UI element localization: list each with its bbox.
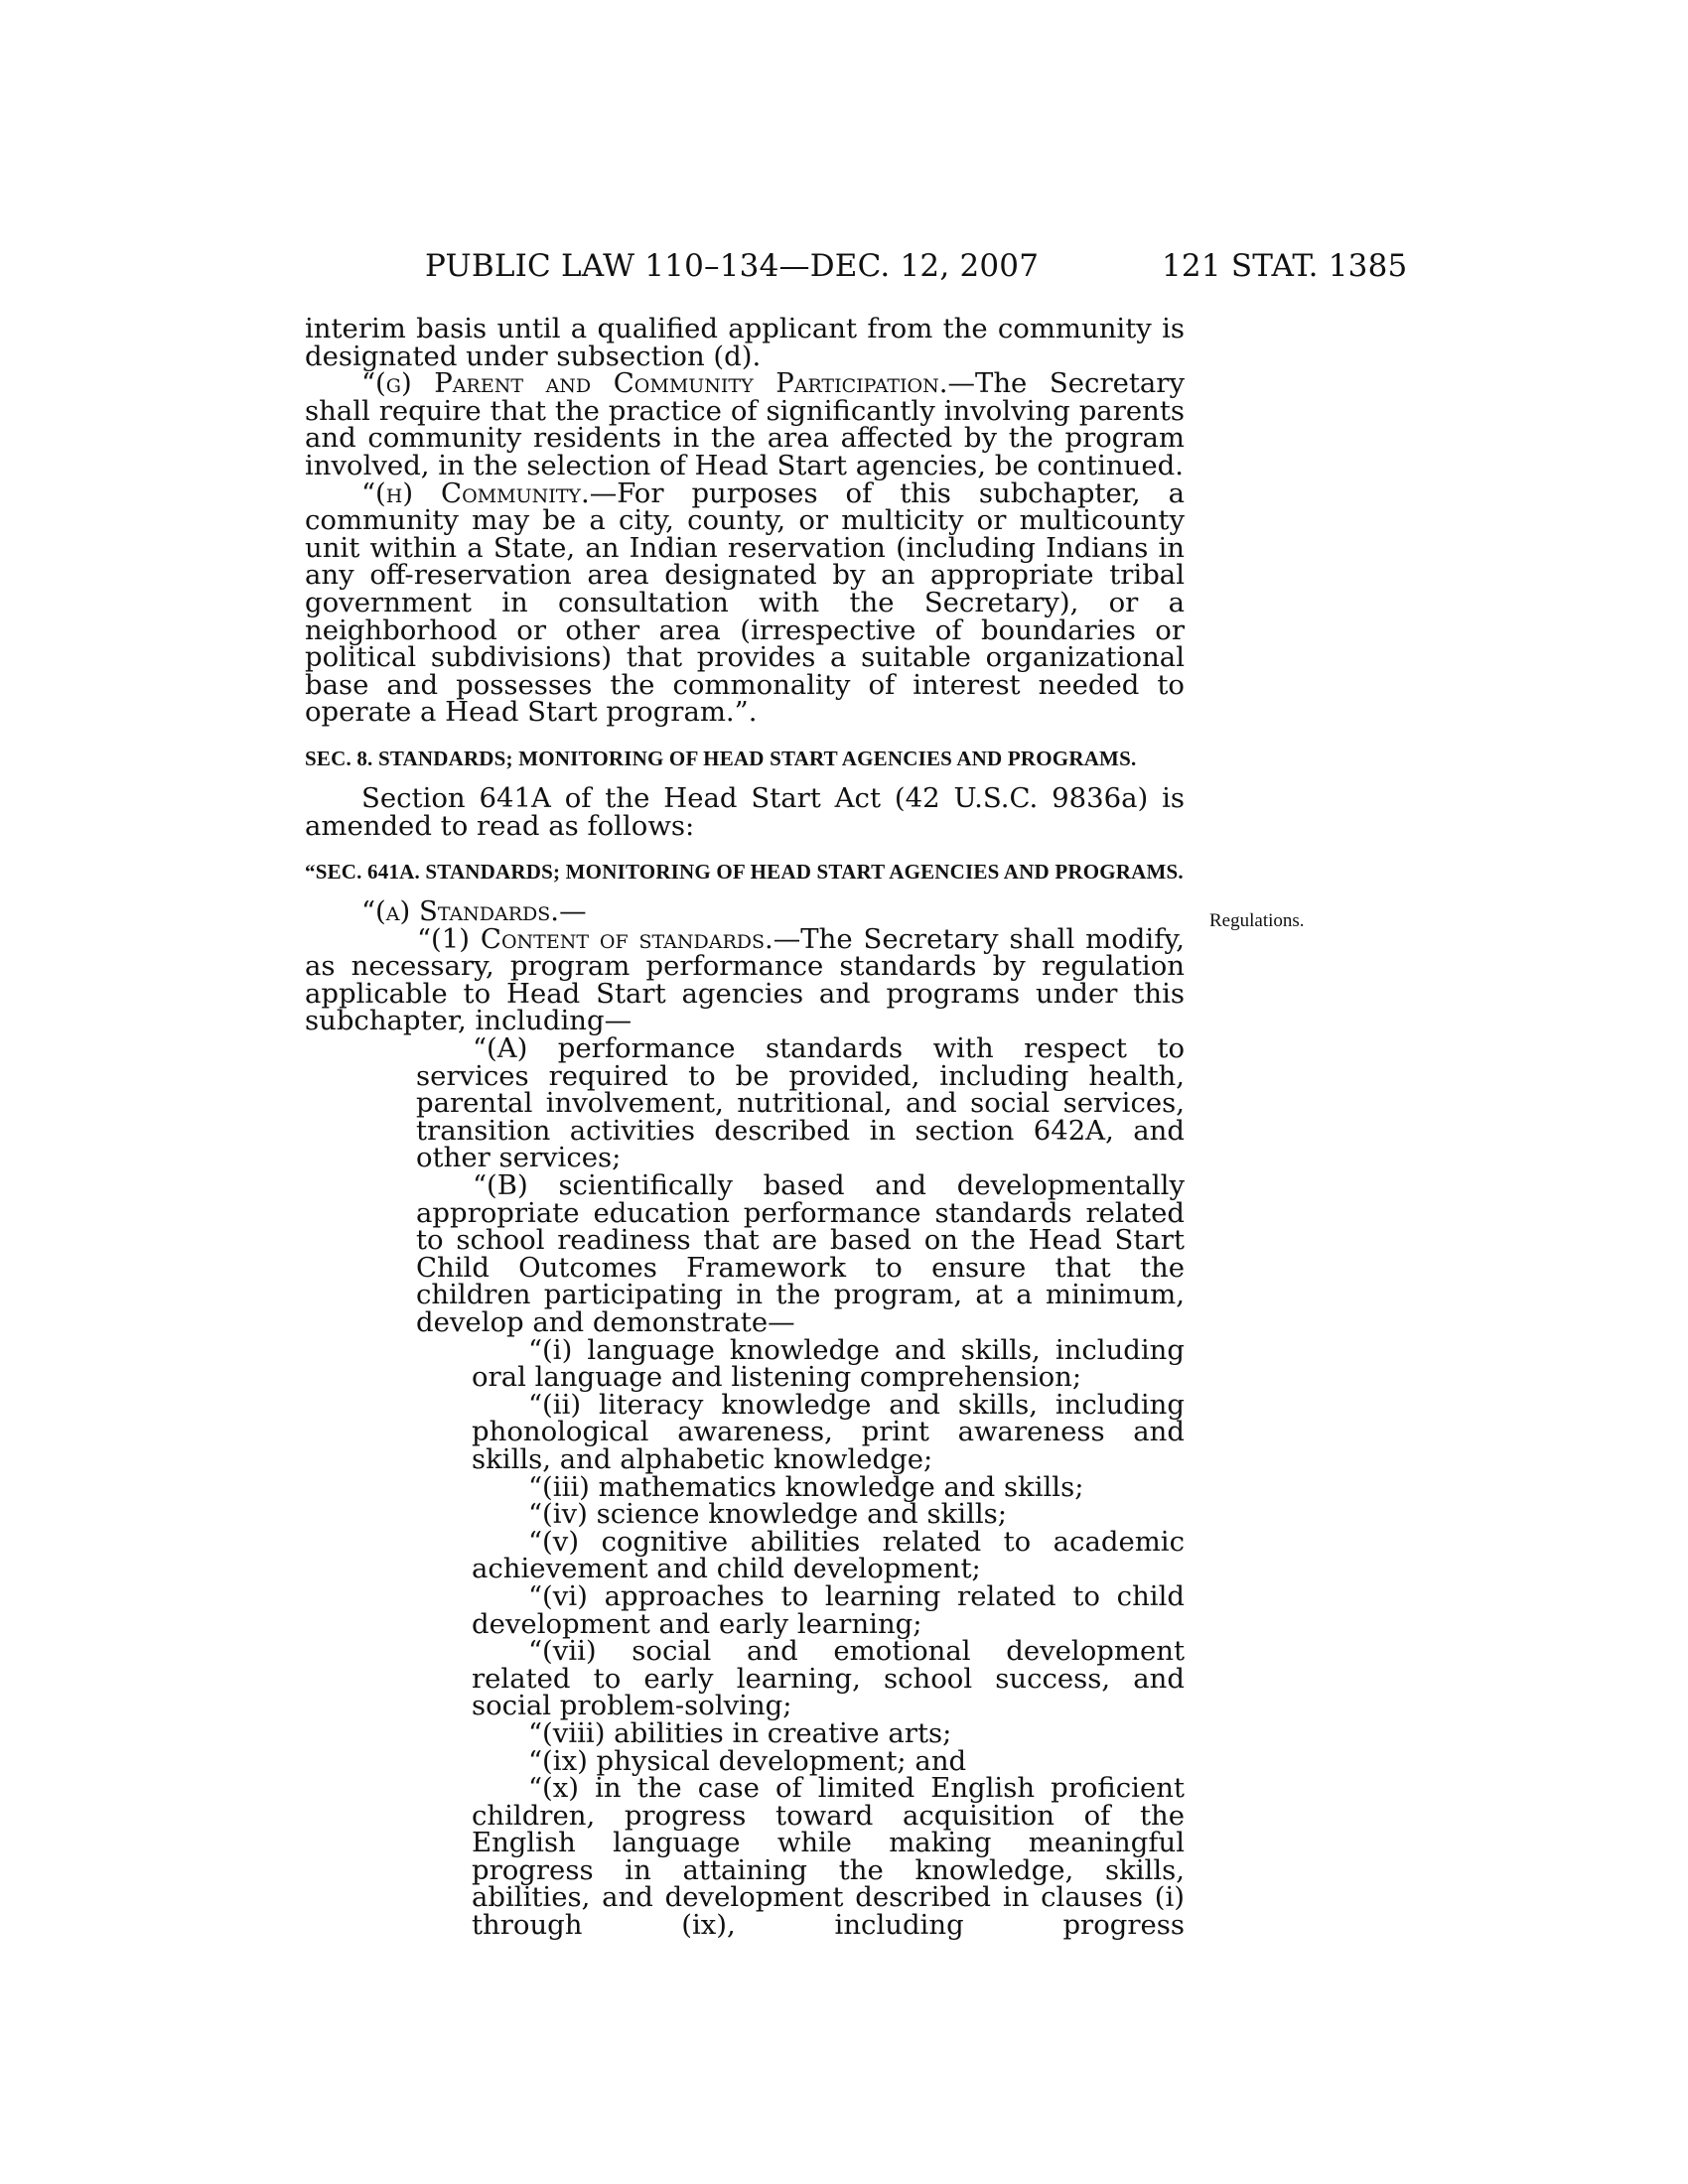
- margin-note-regulations: Regulations.: [1209, 910, 1305, 931]
- subparagraph-A: “(A) performance standards with respect to services required to be provided, including health, parental involvement, nutritional, and social services, transition activities described in section 642A, and other services;: [416, 1032, 1185, 1174]
- subparagraph-B: “(B) scientifically based and developmentally appropriate education performance standards related to school readiness that are based on the Head Start Child Outcomes Framework to ensure that the children participating in the program, at a minimum, develop and demonstrate—: [416, 1169, 1185, 1338]
- paragraph-a-1-heading: “(1) Content of standards.: [417, 922, 774, 955]
- body-text-column: [305, 313, 1185, 1942]
- clause-iii: “(iii) mathematics knowledge and skills;: [528, 1470, 1084, 1503]
- clause-ii: “(ii) literacy knowledge and skills, including phonological awareness, print awareness and skills, and alphabetic knowledge;: [472, 1388, 1185, 1475]
- subsection-g-text: —The Secretary shall require that the practice of significantly involving parents and community residents in the area affected by the program involved, in the selection of Head Start agencies, be continued.: [305, 367, 1185, 481]
- section-641a-heading: “SEC. 641A. STANDARDS; MONITORING OF HEAD START AGENCIES AND PROGRAMS.: [305, 860, 1184, 885]
- subsection-a: [305, 895, 1185, 928]
- subsection-a-dash: —: [559, 895, 587, 928]
- clause-x: “(x) in the case of limited English proficient children, progress toward acquisition of the English language while making meaningful progress in attaining the knowledge, skills, abilities, and development described in clauses (i) through (ix), including progress: [472, 1772, 1185, 1942]
- clause-iv: “(iv) science knowledge and skills;: [528, 1498, 1008, 1531]
- clause-viii: “(viii) abilities in creative arts;: [528, 1716, 952, 1749]
- subsection-a-heading: “(a) Standards.: [361, 895, 560, 928]
- clause-vii: “(vii) social and emotional development related to early learning, school success, and social problem-solving;: [472, 1635, 1185, 1722]
- subsection-h: [305, 477, 1185, 729]
- subsection-h-text: —For purposes of this subchapter, a community may be a city, county, or multicity or multicounty unit within a State, an Indian reservation (including Indians in any off-reservation area designated by an appropriate tribal government in consultation with the Secretary), or a neighborhood or other area (irrespective of boundaries or political subdivisions) that provides a suitable organizational base and possesses the commonality of interest needed to operate a Head Start program.”.: [305, 477, 1185, 729]
- clause-i: “(i) language knowledge and skills, including oral language and listening comprehension;: [472, 1333, 1185, 1394]
- clause-ix: “(ix) physical development; and: [528, 1744, 967, 1777]
- running-header-stat-page: 121 STAT. 1385: [1162, 248, 1408, 284]
- paragraph-a-1-text: —The Secretary shall modify, as necessary, program performance standards by regulation applicable to Head Start agencies and programs under this subchapter, including—: [305, 922, 1185, 1037]
- clause-v: “(v) cognitive abilities related to academic achievement and child development;: [472, 1525, 1185, 1585]
- paragraph-a-1: [305, 922, 1185, 1037]
- subsection-g-heading: “(g) Parent and Community Participation.: [361, 367, 948, 400]
- paragraph-interim: interim basis until a qualified applicant from the community is designated under subsection (d).: [305, 313, 1185, 372]
- running-header-law: PUBLIC LAW 110–134—DEC. 12, 2007: [425, 248, 1040, 284]
- subsection-g: [305, 367, 1185, 481]
- subsection-h-heading: “(h) Community.: [361, 477, 590, 509]
- clause-vi: “(vi) approaches to learning related to child development and early learning;: [472, 1579, 1185, 1640]
- section-8-text: Section 641A of the Head Start Act (42 U.S.C. 9836a) is amended to read as follows:: [305, 781, 1185, 842]
- section-8-heading: SEC. 8. STANDARDS; MONITORING OF HEAD START AGENCIES AND PROGRAMS.: [305, 746, 1137, 770]
